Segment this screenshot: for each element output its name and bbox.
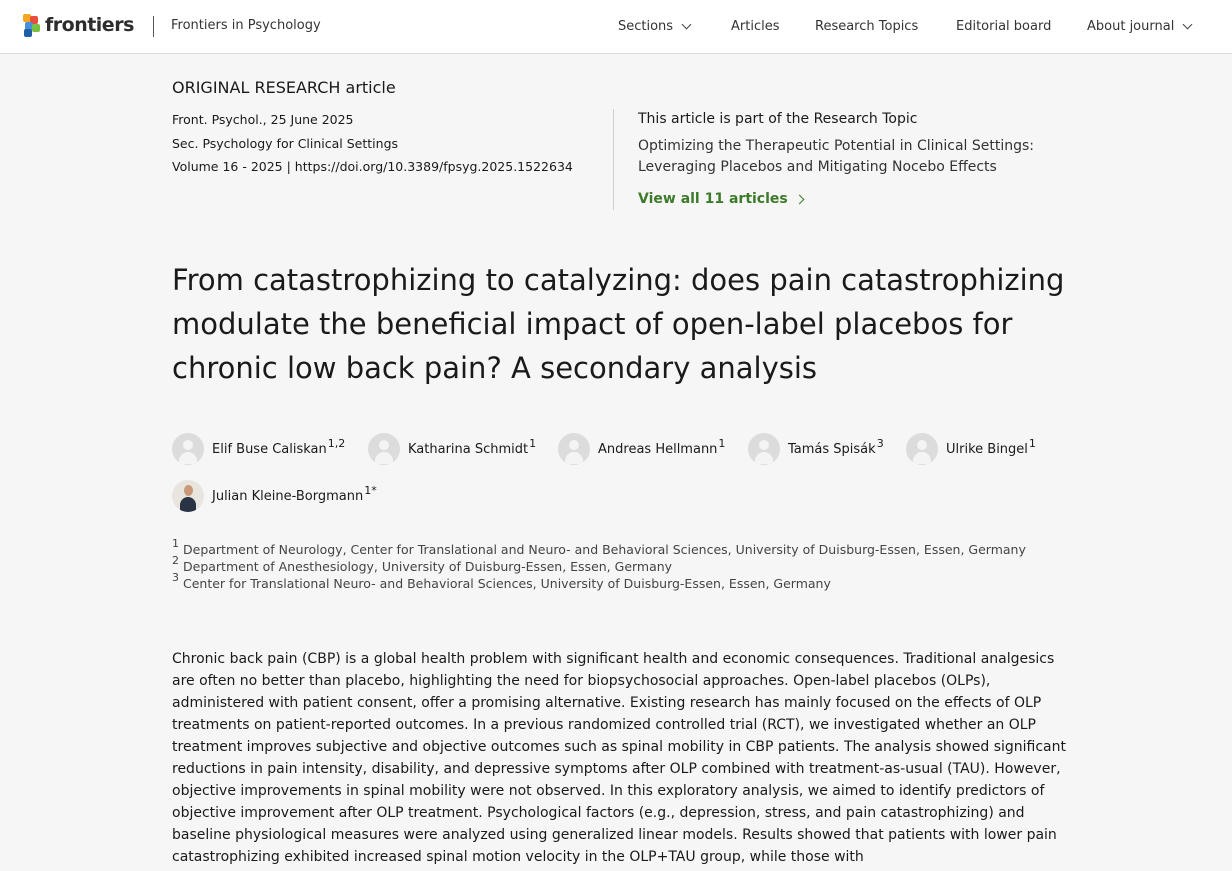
author-affiliation-sup: 3 — [876, 436, 884, 450]
avatar-placeholder-icon — [906, 433, 938, 465]
journal-name-link[interactable]: Frontiers in Psychology — [171, 18, 321, 33]
view-all-articles-link[interactable] — [638, 191, 803, 207]
article-type: ORIGINAL RESEARCH article — [172, 78, 396, 97]
nav-editorial-board[interactable] — [956, 19, 1051, 34]
author-affiliation-sup: 1 — [529, 436, 537, 450]
affiliation-number: 2 — [172, 554, 179, 567]
author-name: Elif Buse Caliskan — [212, 441, 327, 457]
logo-text: frontiers — [45, 14, 134, 36]
author-affiliation-sup: 1 — [718, 436, 726, 450]
chevron-right-icon — [794, 194, 804, 204]
nav-sections-label: Sections — [618, 19, 674, 34]
view-all-articles-label: View all 11 articles — [638, 191, 788, 207]
author-item[interactable] — [558, 433, 725, 465]
nav-about-journal[interactable] — [1087, 19, 1191, 34]
top-navigation-bar — [0, 0, 1232, 54]
avatar-placeholder-icon — [748, 433, 780, 465]
affiliation-item — [172, 554, 673, 574]
header-divider — [153, 16, 154, 37]
frontiers-logo-icon — [23, 14, 43, 36]
research-topic-title[interactable]: Optimizing the Therapeutic Potential in Clinical Settings: Leveraging Placebos and Mitigating Nocebo Effects — [638, 138, 1035, 175]
affiliation-text: Department of Neurology, Center for Translational and Neuro- and Behavioral Sciences, University of Duisburg-Essen, Essen, Germany — [183, 542, 1026, 557]
nav-sections[interactable] — [618, 19, 690, 34]
avatar-placeholder-icon — [558, 433, 590, 465]
article-section: Sec. Psychology for Clinical Settings — [172, 136, 399, 151]
author-item[interactable] — [368, 433, 536, 465]
nav-editorial-board-label: Editorial board — [956, 19, 1052, 34]
author-name: Ulrike Bingel — [946, 441, 1028, 457]
chevron-down-icon — [1183, 20, 1193, 30]
nav-articles[interactable] — [731, 19, 779, 34]
author-item[interactable] — [172, 433, 345, 465]
affiliation-number: 3 — [172, 571, 179, 584]
volume-text: Volume 16 - 2025 | — [172, 159, 295, 174]
author-photo-icon — [172, 480, 204, 512]
affiliation-text: Department of Anesthesiology, University of Duisburg-Essen, Essen, Germany — [183, 559, 673, 574]
nav-articles-label: Articles — [731, 19, 780, 34]
research-topic-label: This article is part of the Research Topic — [638, 111, 918, 127]
author-name: Julian Kleine-Borgmann — [212, 488, 364, 504]
author-item[interactable] — [172, 480, 377, 512]
affiliation-text: Center for Translational Neuro- and Behavioral Sciences, University of Duisburg-Essen, Essen, Germany — [183, 576, 831, 591]
affiliation-item — [172, 537, 1026, 557]
journal-date: Front. Psychol., 25 June 2025 — [172, 112, 354, 127]
chevron-down-icon — [682, 20, 692, 30]
avatar-placeholder-icon — [368, 433, 400, 465]
frontiers-logo[interactable] — [23, 14, 134, 36]
author-name: Tamás Spisák — [788, 441, 876, 457]
author-name: Andreas Hellmann — [598, 441, 718, 457]
research-topic-divider — [613, 109, 614, 210]
author-name: Katharina Schmidt — [408, 441, 529, 457]
abstract-text: Chronic back pain (CBP) is a global health problem with significant health and economic consequences. Traditional analgesics are often no better than placebo, highlighting the need for biopsychosocial approaches. Open-label placebos (OLPs), administered with patient consent, offer a promising alternative. Existing research has mainly focused on the effects of OLP treatments on patient-reported outcomes. In a previous randomized controlled trial (RCT), we investigated whether an OLP treatment improves subjective and objective outcomes such as spinal mobility in CBP patients. The analysis showed significant reductions in pain intensity, disability, and depressive symptoms after OLP combined with treatment-as-usual (TAU). However, objective improvements in spinal mobility were not observed. In this exploratory analysis, we aimed to identify predictors of objective improvement after OLP treatment. Psychological factors (e.g., depression, stress, and pain catastrophizing) and baseline physiological measures were analyzed using generalized linear models. Results showed that patients with lower pain catastrophizing exhibited increased spinal motion velocity in the OLP+TAU group, while those with — [172, 651, 1066, 865]
author-item[interactable] — [748, 433, 884, 465]
affiliation-item — [172, 571, 831, 591]
affiliation-number: 1 — [172, 537, 179, 550]
avatar-placeholder-icon — [172, 433, 204, 465]
volume-doi-line — [172, 159, 573, 174]
author-affiliation-sup: 1* — [364, 483, 377, 497]
author-affiliation-sup: 1,2 — [327, 436, 346, 450]
author-affiliation-sup: 1 — [1028, 436, 1036, 450]
nav-about-journal-label: About journal — [1087, 19, 1175, 34]
nav-research-topics-label: Research Topics — [815, 19, 919, 34]
nav-research-topics[interactable] — [815, 19, 918, 34]
doi-link[interactable]: https://doi.org/10.3389/fpsyg.2025.1522634 — [294, 159, 573, 174]
author-item[interactable] — [906, 433, 1036, 465]
article-title: From catastrophizing to catalyzing: does pain catastrophizing modulate the beneficial impact of open-label placebos for chronic low back pain? A secondary analysis — [172, 263, 1065, 385]
